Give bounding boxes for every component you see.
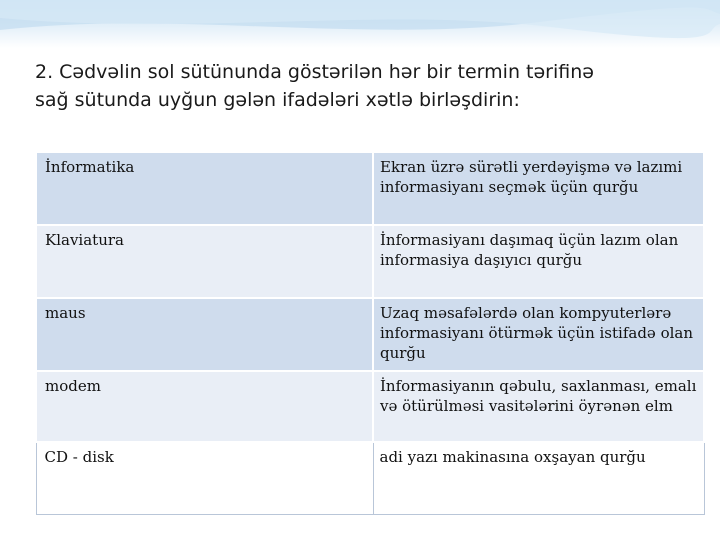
definition-cell: adi yazı makinasına oxşayan qurğu — [373, 442, 704, 514]
term-cell: Klaviatura — [36, 225, 373, 298]
question-text — [35, 58, 695, 114]
question-line-1: 2. Cədvəlin sol sütünunda göstərilən hər bir termin tərifinə — [35, 61, 594, 83]
term-cell: İnformatika — [36, 152, 373, 225]
table-row — [36, 298, 704, 371]
wave-decoration — [0, 0, 720, 48]
matching-table — [35, 151, 705, 515]
table-row — [36, 225, 704, 298]
definition-cell: Ekran üzrə sürətli yerdəyişmə və lazımi informasiyanı seçmək üçün qurğu — [373, 152, 704, 225]
question-line-2: sağ sütunda uyğun gələn ifadələri xətlə birləşdirin: — [35, 89, 520, 111]
table-row — [36, 152, 704, 225]
definition-cell: İnformasiyanın qəbulu, saxlanması, emalı və ötürülməsi vasitələrini öyrənən elm — [373, 371, 704, 442]
header-band — [0, 0, 720, 48]
table-row — [36, 442, 704, 514]
definition-cell: Uzaq məsafələrdə olan kompyuterlərə informasiyanı ötürmək üçün istifadə olan qurğu — [373, 298, 704, 371]
term-cell: CD - disk — [36, 442, 373, 514]
term-cell: maus — [36, 298, 373, 371]
definition-cell: İnformasiyanı daşımaq üçün lazım olan informasiya daşıyıcı qurğu — [373, 225, 704, 298]
table-row — [36, 371, 704, 442]
term-cell: modem — [36, 371, 373, 442]
